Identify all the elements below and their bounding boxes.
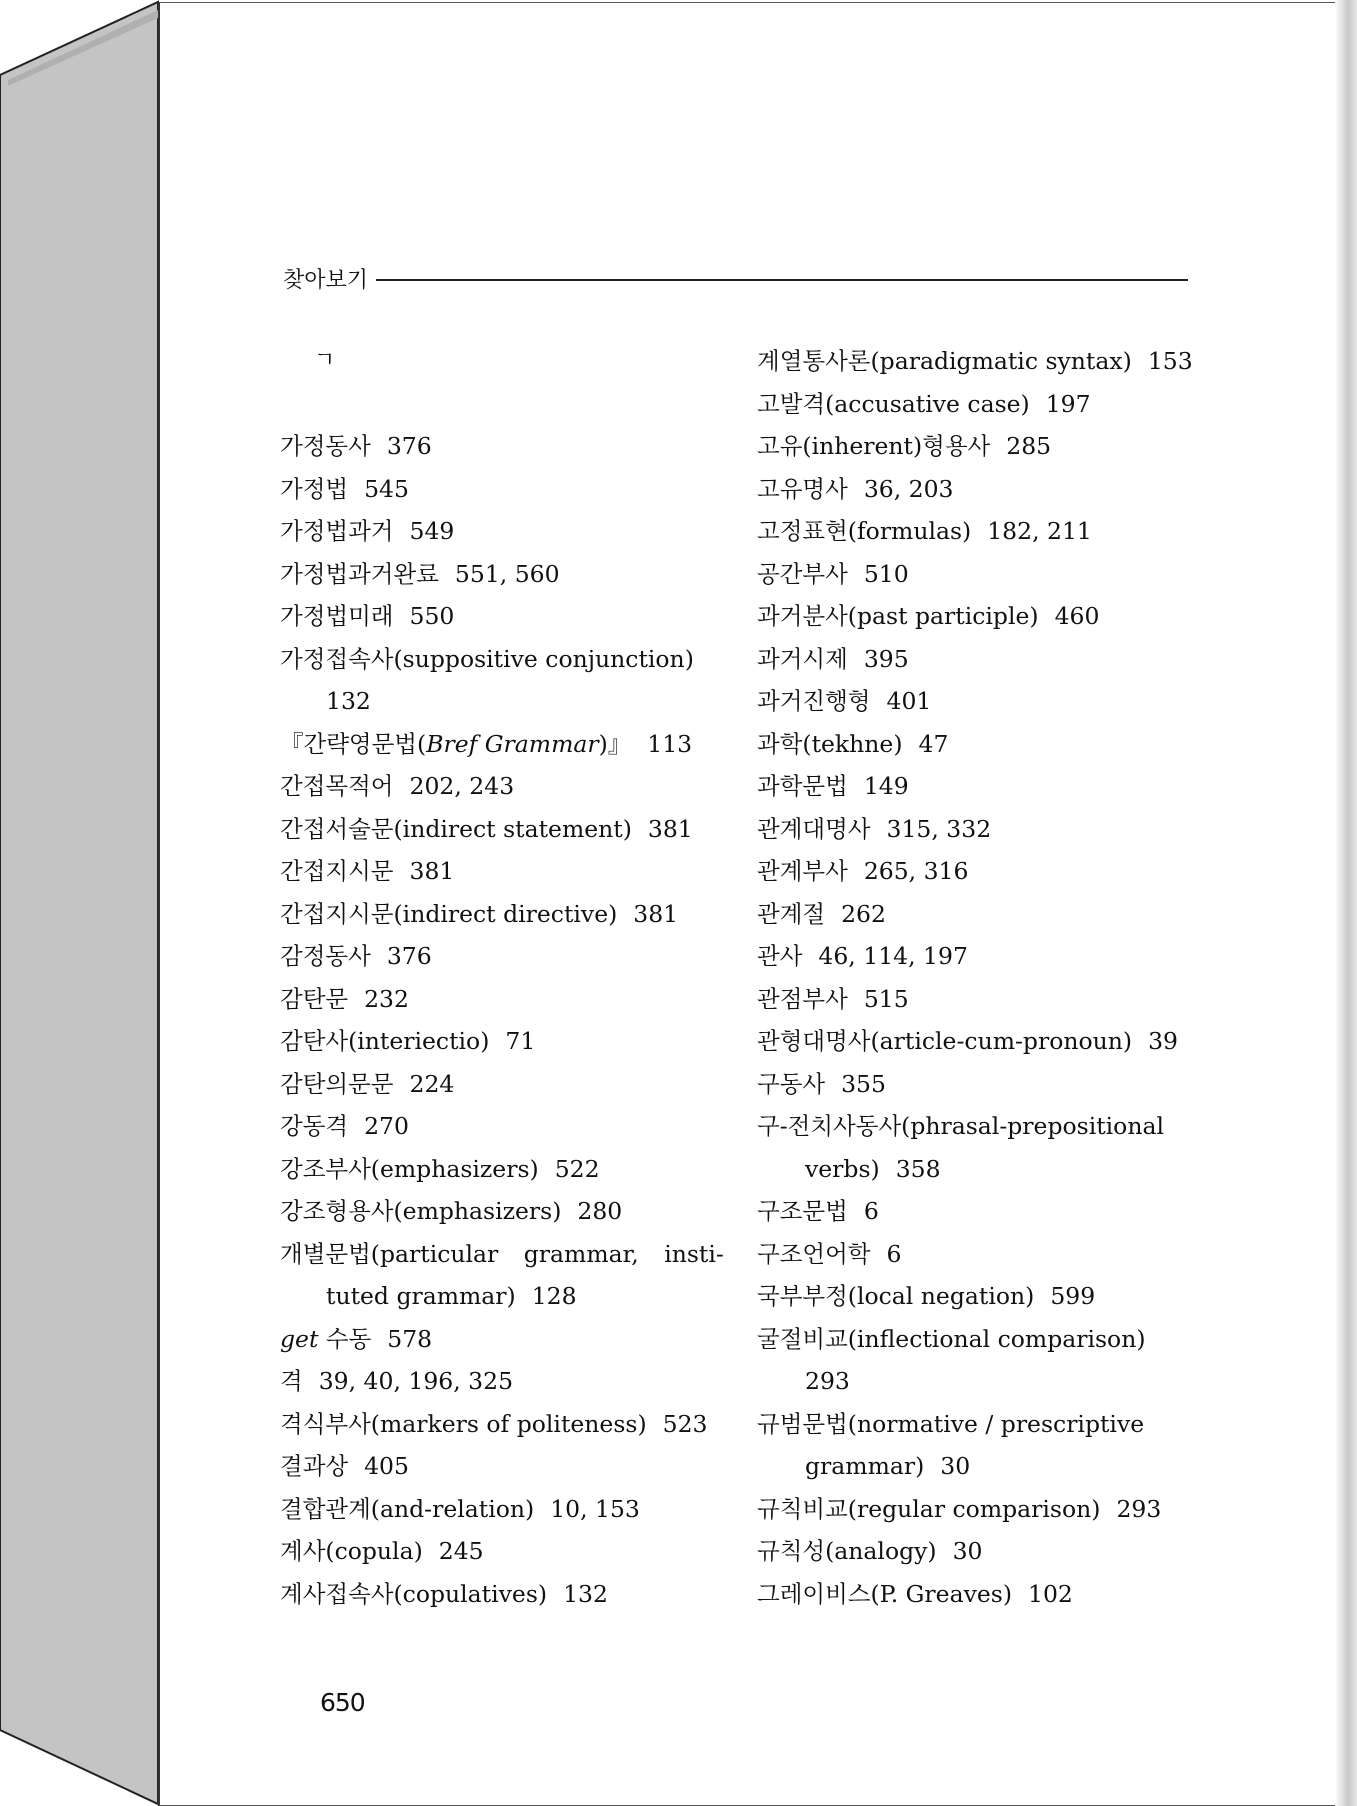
index-entry: 강조부사(emphasizers) 522 [280, 1154, 600, 1183]
index-entry: 강동격 270 [280, 1112, 409, 1140]
index-entry: 과학(tekhne) 47 [757, 729, 949, 758]
index-entry: 간접서술문(indirect statement) 381 [280, 814, 693, 843]
index-entry: 가정법과거 549 [280, 517, 455, 545]
index-entry: 과거진행형 401 [757, 687, 932, 715]
index-entry: 관계부사 265, 316 [757, 857, 969, 885]
index-column-left [280, 340, 724, 1615]
index-entry: 구-전치사동사(phrasal-prepositional [757, 1112, 1164, 1140]
index-entry: 관계대명사 315, 332 [757, 814, 992, 843]
index-entry: 굴절비교(inflectional comparison) [757, 1324, 1146, 1353]
index-entry: 관점부사 515 [757, 984, 909, 1013]
index-entry: 국부부정(local negation) 599 [757, 1282, 1096, 1310]
index-entry: 그레이비스(P. Greaves) 102 [757, 1579, 1073, 1608]
index-entry: 감탄의문문 224 [280, 1069, 455, 1098]
index-entry: 강조형용사(emphasizers) 280 [280, 1197, 623, 1225]
index-entry: 계열통사론(paradigmatic syntax) 153 [757, 347, 1193, 375]
index-entry: 가정법미래 550 [280, 602, 455, 630]
index-entry: 관계절 262 [757, 899, 886, 928]
index-entry: get 수동 578 [280, 1324, 433, 1353]
index-entry-continuation: grammar) 30 [805, 1452, 971, 1480]
index-entry: 규칙비교(regular comparison) 293 [757, 1494, 1162, 1523]
index-entry-continuation: 132 [326, 687, 371, 715]
page-edge-shadow [1335, 0, 1357, 1806]
index-entry: 규범문법(normative / prescriptive [757, 1409, 1145, 1438]
index-entry: 고유명사 36, 203 [757, 474, 954, 503]
section-letter: ㄱ [314, 348, 336, 373]
index-entry: 규칙성(analogy) 30 [757, 1537, 983, 1565]
index-entry: 고정표현(formulas) 182, 211 [757, 517, 1092, 545]
index-entry: 결과상 405 [280, 1452, 409, 1480]
header-title: 찾아보기 [283, 267, 369, 293]
index-entry: 관사 46, 114, 197 [757, 942, 968, 970]
index-entry: 공간부사 510 [757, 559, 909, 588]
index-entry: 구동사 355 [757, 1069, 886, 1098]
index-entry: 과거시제 395 [757, 644, 909, 673]
index-entry: 가정법 545 [280, 474, 409, 503]
index-entry: 과학문법 149 [757, 772, 909, 800]
index-entry: 감탄사(interiectio) 71 [280, 1027, 536, 1055]
index-entry: 격식부사(markers of politeness) 523 [280, 1409, 708, 1438]
index-entry-continuation: 293 [805, 1367, 850, 1395]
index-entry: 감정동사 376 [280, 942, 432, 970]
index-entry: 가정법과거완료 551, 560 [280, 559, 560, 588]
index-entry: 결합관계(and-relation) 10, 153 [280, 1494, 640, 1523]
book-spine [0, 0, 160, 1806]
index-entry-continuation: tuted grammar) 128 [326, 1282, 577, 1310]
page-header [283, 258, 1188, 298]
index-entry: 간접목적어 202, 243 [280, 772, 515, 800]
index-entry: 감탄문 232 [280, 984, 409, 1013]
index-entry: 가정접속사(suppositive conjunction) [280, 644, 694, 673]
index-entry: 계사(copula) 245 [280, 1537, 484, 1565]
index-entry: 과거분사(past participle) 460 [757, 602, 1100, 630]
header-rule [376, 279, 1188, 281]
index-entry: 고발격(accusative case) 197 [757, 389, 1091, 418]
index-entry: 격 39, 40, 196, 325 [280, 1367, 514, 1395]
index-column-right [757, 340, 1197, 1615]
index-entry: 간접지시문 381 [280, 857, 455, 885]
index-entry: 구조문법 6 [757, 1197, 879, 1225]
index-entry: 『간략영문법(Bref Grammar)』 113 [280, 729, 693, 758]
index-entry: 고유(inherent)형용사 285 [757, 432, 1052, 460]
index-entry: 간접지시문(indirect directive) 381 [280, 899, 679, 928]
index-entry: 가정동사 376 [280, 432, 432, 460]
index-entry-continuation: verbs) 358 [805, 1154, 941, 1183]
index-entry: 관형대명사(article-cum-pronoun) 39 [757, 1027, 1178, 1055]
index-entry: 계사접속사(copulatives) 132 [280, 1579, 608, 1608]
index-entry: 개별문법(particular grammar, insti- [280, 1239, 724, 1268]
index-entry: 구조언어학 6 [757, 1239, 902, 1268]
section-spacer [280, 383, 720, 426]
page-number: 650 [320, 1688, 365, 1717]
